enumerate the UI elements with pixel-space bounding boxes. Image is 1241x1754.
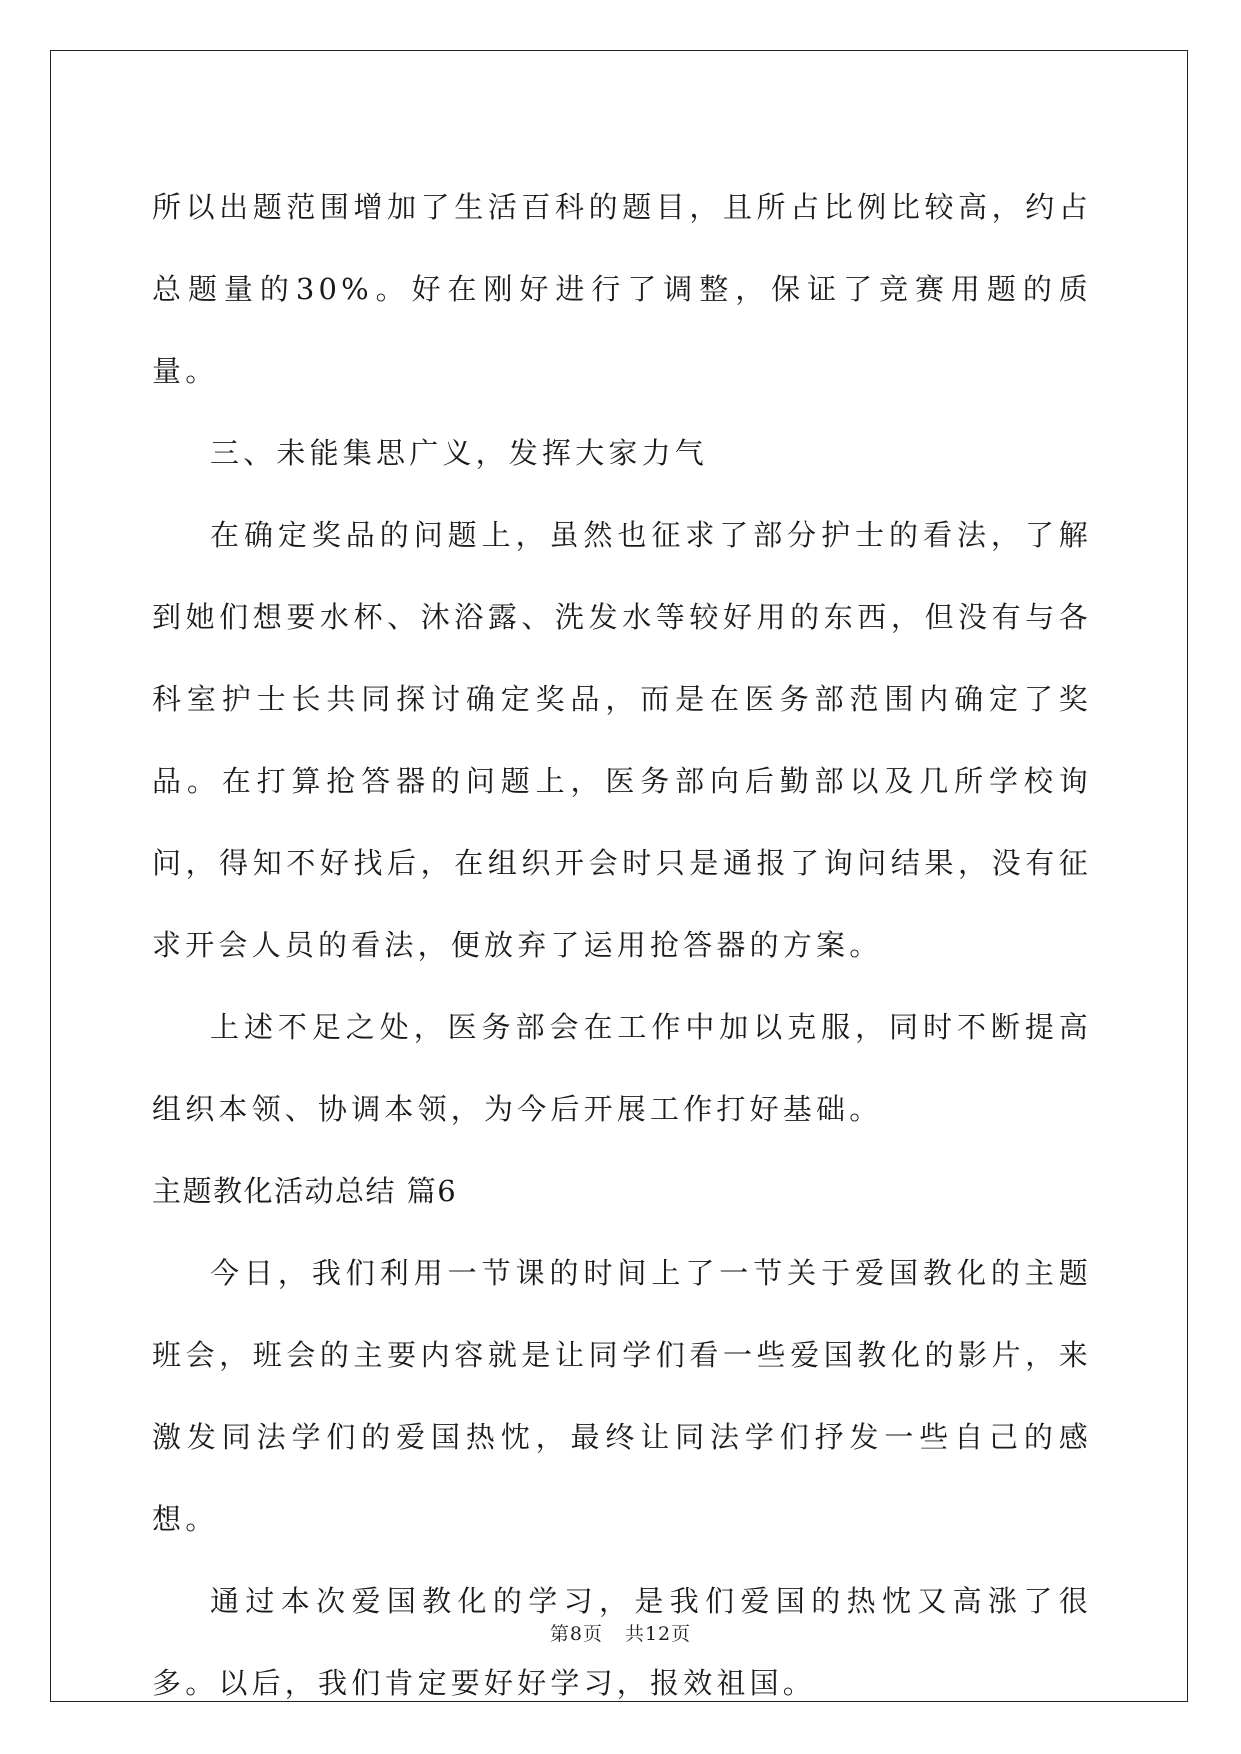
paragraph: 在确定奖品的问题上，虽然也征求了部分护士的看法，了解到她们想要水杯、沐浴露、洗发水等较好用的东西，但没有与各科室护士长共同探讨确定奖品，而是在医务部范围内确定了奖品。在打算抢答器的问题上，医务部向后勤部以及几所学校询问，得知不好找后，在组织开会时只是通报了询问结果，没有征求开会人员的看法，便放弃了运用抢答器的方案。 [152,518,1092,962]
paragraph: 通过本次爱国教化的学习，是我们爱国的热忱又高涨了很多。以后，我们肯定要好好学习，报效祖国。 [152,1584,1092,1700]
paragraph: 今日，我们利用一节课的时间上了一节关于爱国教化的主题班会，班会的主要内容就是让同学们看一些爱国教化的影片，来激发同法学们的爱国热忱，最终让同法学们抒发一些自己的感想。 [152,1256,1092,1536]
document-body [152,166,1092,1724]
paragraph: 上述不足之处，医务部会在工作中加以克服，同时不断提高组织本领、协调本领，为今后开展工作打好基础。 [152,1010,1092,1126]
page-footer [0,1619,1241,1646]
page-number: 第8页 [549,1623,603,1645]
page-total: 共12页 [624,1623,692,1645]
section-heading: 主题教化活动总结 篇6 [152,1174,458,1208]
subheading-three: 三、未能集思广义，发挥大家力气 [210,436,709,470]
paragraph: 所以出题范围增加了生活百科的题目，且所占比例比较高，约占总题量的30%。好在刚好进行了调整，保证了竞赛用题的质量。 [152,190,1092,388]
